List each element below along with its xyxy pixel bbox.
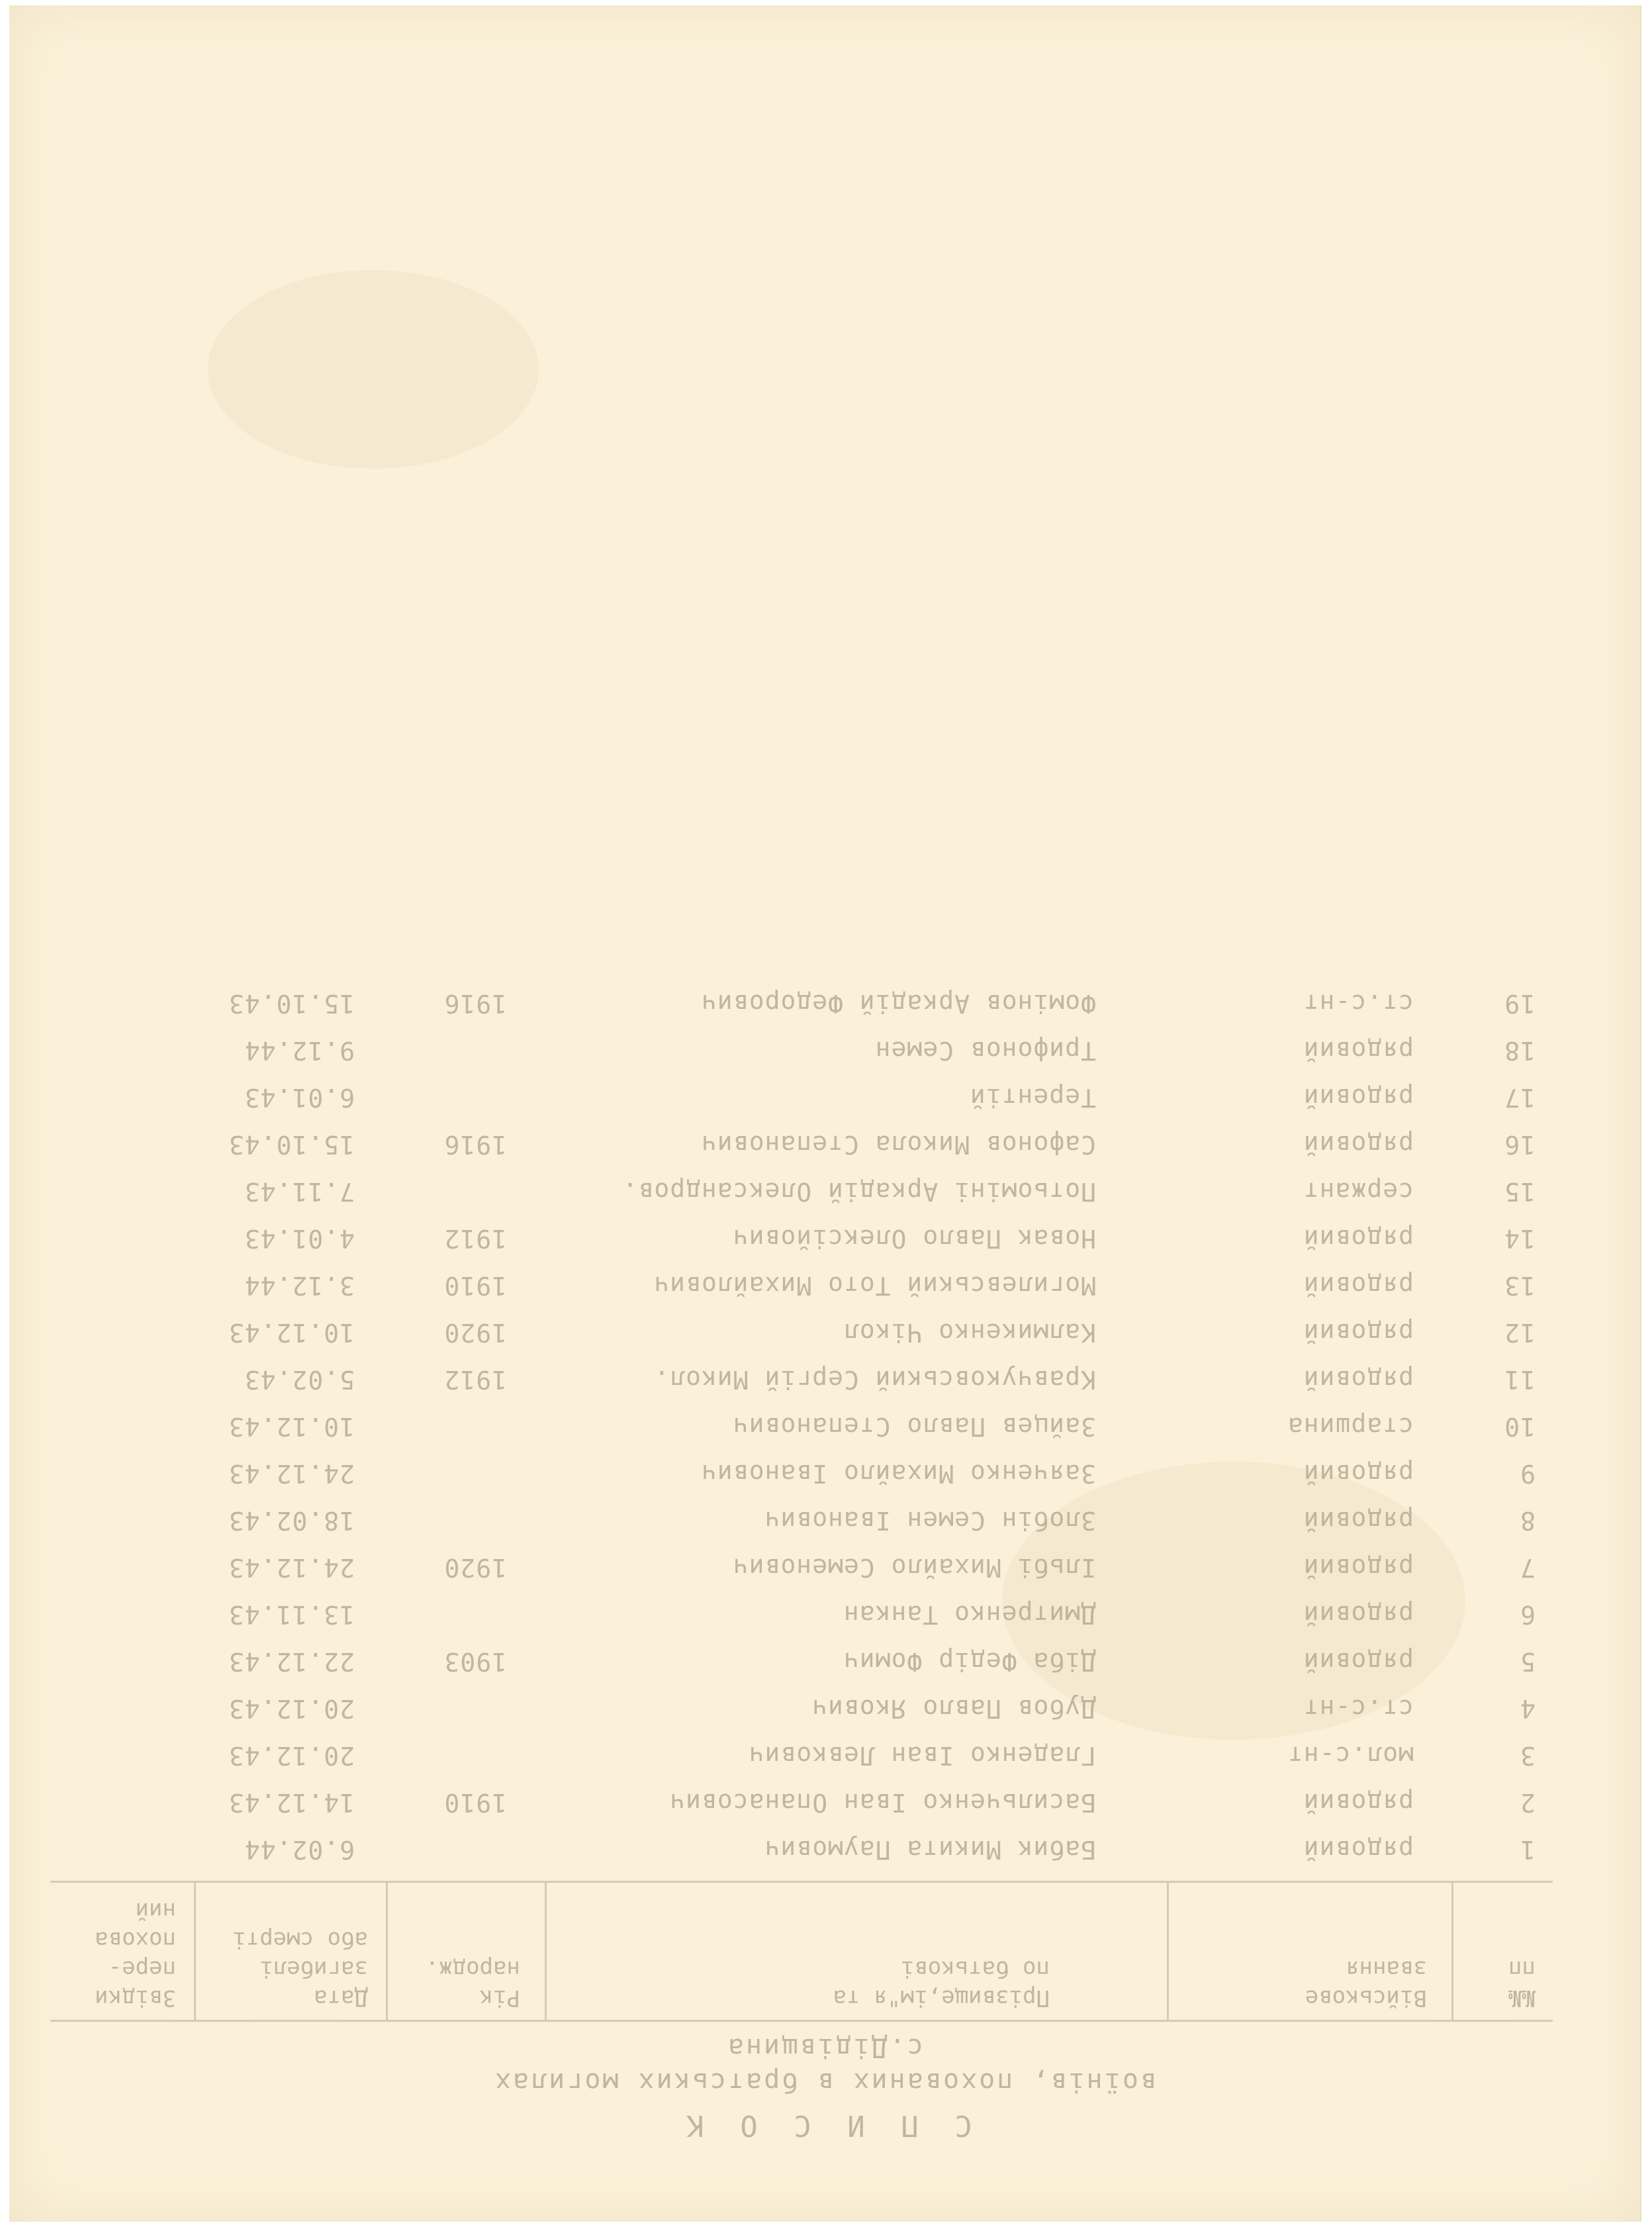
row-death-date: 14.12.43 [228, 1788, 355, 1817]
row-number: 4 [1520, 1694, 1536, 1723]
row-rank: рядовий [1303, 1271, 1414, 1300]
row-rank: старшина [1287, 1412, 1414, 1441]
column-divider [386, 1883, 388, 2022]
table-row [50, 1217, 1553, 1261]
row-name: Зайцев Павло Степанович [732, 1412, 1096, 1441]
table-row [50, 1546, 1553, 1590]
row-rank: сержант [1303, 1177, 1414, 1206]
row-name: Новак Павло Олексійович [732, 1224, 1096, 1253]
row-number: 2 [1520, 1788, 1536, 1817]
table-row [50, 1499, 1553, 1543]
row-death-date: 6.01.43 [244, 1083, 355, 1112]
table-top-border [50, 2020, 1553, 2022]
row-name: Басильченко Іван Опанасович [669, 1788, 1096, 1817]
row-number: 7 [1520, 1553, 1536, 1582]
column-divider [545, 1883, 547, 2022]
row-number: 19 [1504, 989, 1536, 1018]
header-rank: Військове звання [1305, 1956, 1427, 2011]
row-number: 18 [1504, 1036, 1536, 1065]
row-death-date: 9.12.44 [244, 1036, 355, 1065]
row-number: 5 [1520, 1647, 1536, 1676]
row-death-date: 20.12.43 [228, 1694, 355, 1723]
row-name: Трифонов Семен [874, 1036, 1096, 1065]
table-row [50, 1311, 1553, 1355]
row-rank: рядовий [1303, 1788, 1414, 1817]
document-place: с.Дідівщина [726, 2032, 923, 2063]
row-birth-year: 1910 [443, 1788, 507, 1817]
table-row [50, 1123, 1553, 1167]
row-name: Терентій [969, 1083, 1096, 1112]
row-birth-year: 1916 [443, 1130, 507, 1159]
header-num: №№ пп [1508, 1956, 1536, 2011]
row-death-date: 18.02.43 [228, 1506, 355, 1535]
row-death-date: 13.11.43 [228, 1600, 355, 1629]
row-death-date: 24.12.43 [228, 1553, 355, 1582]
row-name: Фомінов Аркадій Федорович [701, 989, 1096, 1018]
row-name: Гладенко Іван Левкович [748, 1741, 1096, 1770]
column-divider [1451, 1883, 1453, 2022]
document-subtitle: воїнів, похованих в братських могилах [492, 2067, 1157, 2097]
row-death-date: 5.02.43 [244, 1365, 355, 1394]
row-birth-year: 1912 [443, 1224, 507, 1253]
row-number: 14 [1504, 1224, 1536, 1253]
row-name: Потьоміні Аркадій Олександров. [621, 1177, 1096, 1206]
row-name: Діба Федір Фомич [843, 1647, 1096, 1676]
row-name: Сафонов Микола Степанович [701, 1130, 1096, 1159]
row-name: Ільбі Михайло Семенович [732, 1553, 1096, 1582]
table-row [50, 1076, 1553, 1120]
row-birth-year: 1903 [443, 1647, 507, 1676]
table-row [50, 1452, 1553, 1496]
table-row [50, 1781, 1553, 1825]
row-number: 13 [1504, 1271, 1536, 1300]
row-rank: ст.с-нт [1303, 1694, 1414, 1723]
column-divider [1167, 1883, 1169, 2022]
row-name: Бабик Микита Паумович [764, 1835, 1096, 1864]
row-birth-year: 1920 [443, 1553, 507, 1582]
row-rank: рядовий [1303, 1365, 1414, 1394]
row-rank: рядовий [1303, 1553, 1414, 1582]
row-death-date: 10.12.43 [228, 1412, 355, 1441]
row-name: Кравчуковський Сергій Микол. [653, 1365, 1096, 1394]
table-row [50, 1593, 1553, 1637]
table-row [50, 1687, 1553, 1731]
table-row [50, 1170, 1553, 1214]
row-death-date: 20.12.43 [228, 1741, 355, 1770]
row-name: Заяченко Михайло Іванович [701, 1459, 1096, 1488]
row-name: Калмикенко Чікол [843, 1318, 1096, 1347]
row-rank: рядовий [1303, 1835, 1414, 1864]
row-death-date: 15.10.43 [228, 989, 355, 1018]
table-header-border [50, 1881, 1553, 1883]
header-name: Прізвище,ім"я та по батькові [833, 1956, 1050, 2011]
row-rank: рядовий [1303, 1647, 1414, 1676]
row-name: Дубов Павло Якович [811, 1694, 1096, 1723]
row-rank: мол.с-нт [1287, 1741, 1414, 1770]
table-row [50, 1029, 1553, 1073]
row-rank: рядовий [1303, 1130, 1414, 1159]
row-birth-year: 1912 [443, 1365, 507, 1394]
column-divider [194, 1883, 196, 2022]
row-death-date: 24.12.43 [228, 1459, 355, 1488]
row-birth-year: 1910 [443, 1271, 507, 1300]
row-death-date: 22.12.43 [228, 1647, 355, 1676]
table-row [50, 982, 1553, 1026]
row-rank: рядовий [1303, 1224, 1414, 1253]
row-number: 1 [1520, 1835, 1536, 1864]
row-rank: ст.с-нт [1303, 989, 1414, 1018]
table-row [50, 1358, 1553, 1402]
row-rank: рядовий [1303, 1036, 1414, 1065]
row-death-date: 7.11.43 [244, 1177, 355, 1206]
row-birth-year: 1916 [443, 989, 507, 1018]
row-number: 15 [1504, 1177, 1536, 1206]
row-rank: рядовий [1303, 1506, 1414, 1535]
table-row [50, 1734, 1553, 1778]
row-number: 9 [1520, 1459, 1536, 1488]
row-name: Могилевський Тото Михайлович [653, 1271, 1096, 1300]
row-birth-year: 1920 [443, 1318, 507, 1347]
table-row [50, 1640, 1553, 1684]
row-rank: рядовий [1303, 1600, 1414, 1629]
row-death-date: 4.01.43 [244, 1224, 355, 1253]
document-title: С П И С О К [677, 2109, 972, 2142]
row-rank: рядовий [1303, 1459, 1414, 1488]
row-number: 16 [1504, 1130, 1536, 1159]
bleed-through-text [9, 5, 1640, 2222]
row-number: 10 [1504, 1412, 1536, 1441]
row-number: 17 [1504, 1083, 1536, 1112]
row-name: Злобін Семен Іванович [764, 1506, 1096, 1535]
header-transfer: Звідки пере- похова ний [95, 1897, 176, 2011]
header-date: Дата загибелі або смерті [232, 1926, 368, 2011]
paper-sheet [9, 5, 1641, 2222]
row-death-date: 3.12.44 [244, 1271, 355, 1300]
header-year: Рік народж. [425, 1956, 520, 2011]
table-row [50, 1405, 1553, 1449]
row-rank: рядовий [1303, 1083, 1414, 1112]
row-name: Дмитренко Танкан [843, 1600, 1096, 1629]
burial-table [50, 989, 1553, 2022]
row-number: 3 [1520, 1741, 1536, 1770]
row-number: 12 [1504, 1318, 1536, 1347]
table-row [50, 1264, 1553, 1308]
row-death-date: 6.02.44 [244, 1835, 355, 1864]
row-number: 6 [1520, 1600, 1536, 1629]
row-death-date: 15.10.43 [228, 1130, 355, 1159]
row-death-date: 10.12.43 [228, 1318, 355, 1347]
row-number: 8 [1520, 1506, 1536, 1535]
row-number: 11 [1504, 1365, 1536, 1394]
table-row [50, 1828, 1553, 1872]
row-rank: рядовий [1303, 1318, 1414, 1347]
